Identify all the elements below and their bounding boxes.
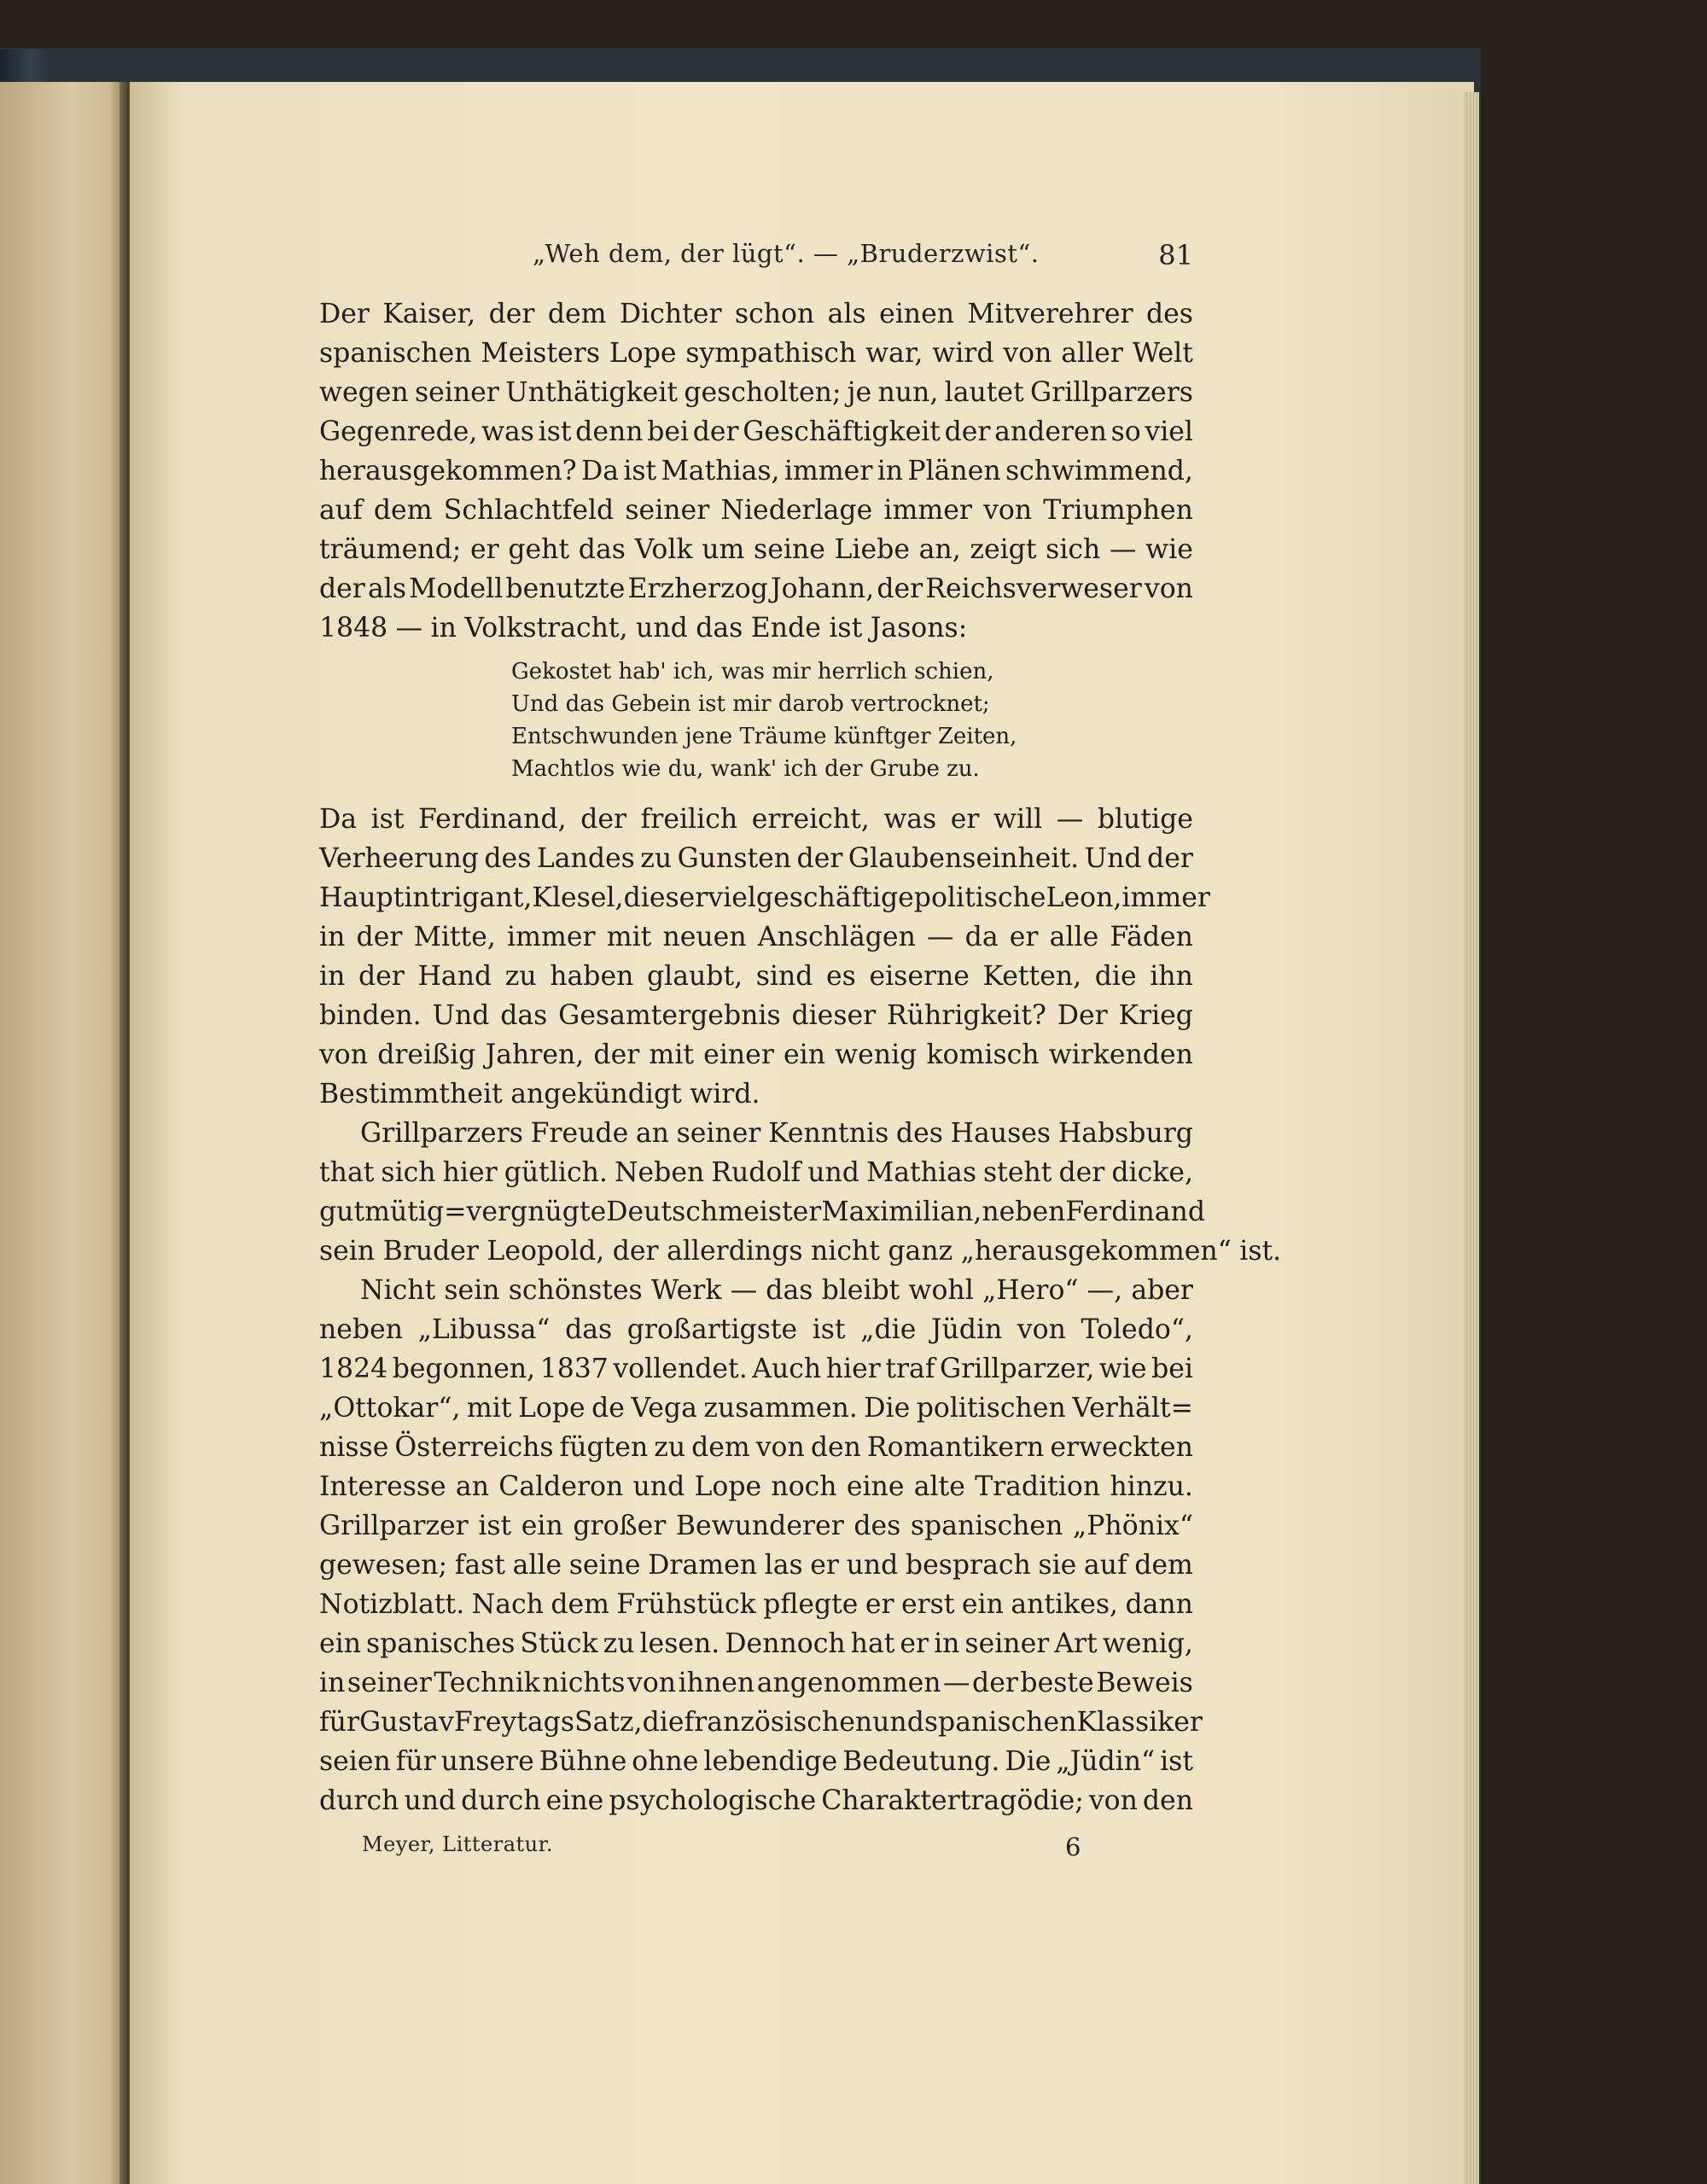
text-line: in der Hand zu haben glaubt, sind es eiserne Ketten, die ihn: [319, 961, 1193, 992]
text-line: in der Mitte, immer mit neuen Anschlägen — da er alle Fäden: [319, 922, 1193, 952]
text-line: gewesen; fast alle seine Dramen las er und besprach sie auf dem: [319, 1550, 1193, 1581]
text-line: Nicht sein schönstes Werk — das bleibt wohl „Hero“ —, aber: [360, 1275, 1193, 1306]
footer-signature: Meyer, Litteratur.: [362, 1832, 554, 1856]
text-line: Hauptintrigant, Klesel, dieser vielgeschäftige politische Leon, immer: [319, 882, 1210, 913]
sheet-number: 6: [1065, 1832, 1081, 1861]
text-line: Verheerung des Landes zu Gunsten der Glaubenseinheit. Und der: [319, 843, 1193, 874]
text-line: herausgekommen? Da ist Mathias, immer in Plänen schwimmend,: [319, 456, 1193, 486]
verse-line: Und das Gebein ist mir darob vertrocknet;: [511, 691, 990, 717]
verse-quotation: [319, 655, 1193, 785]
verse-line: Gekostet hab' ich, was mir herrlich schien,: [511, 659, 994, 684]
text-line: Gegenrede, was ist denn bei der Geschäftigkeit der anderen so viel: [319, 416, 1193, 447]
text-line: Bestimmtheit angekündigt wird.: [319, 1079, 760, 1109]
text-block-after-verse: [319, 800, 1282, 1820]
verse-line: Entschwunden jene Träume künftger Zeiten,: [511, 724, 1017, 749]
running-title: „Weh dem, der lügt“. — „Bruderzwist“.: [533, 239, 1040, 268]
text-line: ein spanisches Stück zu lesen. Dennoch hat er in seiner Art wenig,: [319, 1628, 1193, 1659]
text-line: neben „Libussa“ das großartigste ist „die Jüdin von Toledo“,: [319, 1314, 1193, 1345]
text-line: 1848 — in Volkstracht, und das Ende ist Jasons:: [319, 613, 968, 644]
text-block-before-verse: [319, 294, 1193, 648]
text-line: von dreißig Jahren, der mit einer ein wenig komisch wirkenden: [319, 1040, 1193, 1070]
text-line: wegen seiner Unthätigkeit gescholten; je nun, lautet Grillparzers: [319, 377, 1193, 408]
text-line: Grillparzers Freude an seiner Kenntnis des Hauses Habsburg: [360, 1118, 1193, 1149]
paragraph: [319, 1271, 1203, 1820]
text-line: Da ist Ferdinand, der freilich erreicht, was er will — blutige: [319, 804, 1193, 835]
text-line: nisse Österreichs fügten zu dem von den Romantikern erweckten: [319, 1432, 1193, 1463]
text-line: „Ottokar“, mit Lope de Vega zusammen. Die politischen Verhält=: [319, 1393, 1193, 1424]
text-line: Interesse an Calderon und Lope noch eine alte Tradition hinzu.: [319, 1471, 1193, 1502]
text-line: durch und durch eine psychologische Charaktertragödie; von den: [319, 1785, 1193, 1816]
text-line: auf dem Schlachtfeld seiner Niederlage immer von Triumphen: [319, 495, 1193, 526]
text-line: seien für unsere Bühne ohne lebendige Bedeutung. Die „Jüdin“ ist: [319, 1746, 1193, 1777]
page-footer: [362, 1832, 1130, 1867]
paragraph: [319, 800, 1210, 1114]
text-line: träumend; er geht das Volk um seine Liebe an, zeigt sich — wie: [319, 534, 1193, 565]
facing-page-edge: [0, 82, 128, 2184]
page-number: 81: [1158, 239, 1193, 271]
verse-line: Machtlos wie du, wank' ich der Grube zu.: [511, 756, 980, 782]
page-stack-edge: [1464, 92, 1479, 2184]
text-line: Der Kaiser, der dem Dichter schon als einen Mitverehrer des: [319, 299, 1193, 329]
text-line: Grillparzer ist ein großer Bewunderer des spanischen „Phönix“: [319, 1511, 1193, 1541]
paragraph: [319, 294, 1193, 648]
text-line: in seiner Technik nichts von ihnen angenommen — der beste Beweis: [319, 1668, 1193, 1698]
text-line: binden. Und das Gesamtergebnis dieser Rührigkeit? Der Krieg: [319, 1000, 1193, 1031]
text-line: 1824 begonnen, 1837 vollendet. Auch hier traf Grillparzer, wie bei: [319, 1354, 1193, 1384]
text-line: spanischen Meisters Lope sympathisch war, wird von aller Welt: [319, 338, 1193, 369]
text-line: gutmütig=vergnügte Deutschmeister Maximilian, neben Ferdinand: [319, 1197, 1205, 1227]
text-line: that sich hier gütlich. Neben Rudolf und Mathias steht der dicke,: [319, 1157, 1193, 1188]
page-body: [319, 294, 1282, 1820]
page-header: [319, 239, 1193, 273]
paragraph: [319, 1114, 1282, 1271]
text-line: sein Bruder Leopold, der allerdings nicht ganz „herausgekommen“ ist.: [319, 1236, 1282, 1267]
text-line: Notizblatt. Nach dem Frühstück pflegte er erst ein antikes, dann: [319, 1589, 1193, 1620]
text-line: für Gustav Freytags Satz, die französischen und spanischen Klassiker: [319, 1707, 1203, 1738]
text-line: der als Modell benutzte Erzherzog Johann, der Reichsverweser von: [319, 574, 1193, 604]
